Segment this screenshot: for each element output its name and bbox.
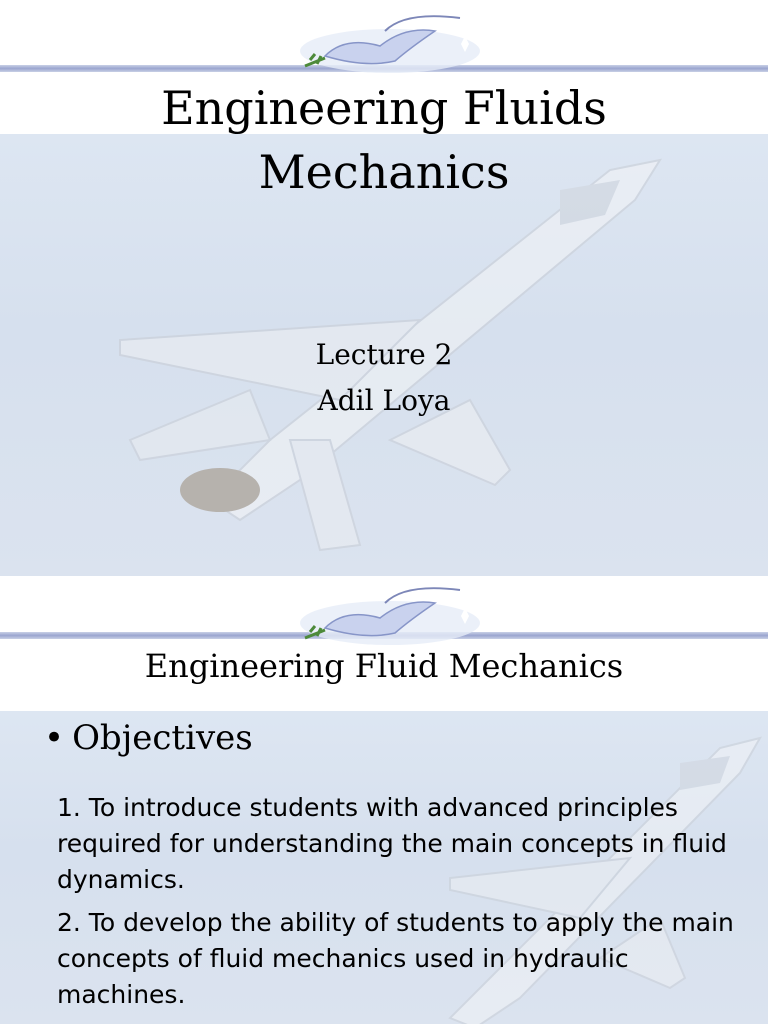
slide-title-heading [0, 76, 768, 204]
author-name: Adil Loya [317, 384, 451, 417]
bullet-label: Objectives [72, 718, 253, 758]
slide-objectives [0, 578, 768, 1024]
lecture-number: Lecture 2 [315, 338, 453, 371]
bullet-dot-icon: • [44, 718, 65, 758]
objective-item: 2. To develop the ability of students to apply the main concepts of fluid mechanics used in hydraulic machines. [57, 908, 734, 1009]
slide-heading: Engineering Fluid Mechanics [144, 647, 624, 685]
dove-logo-icon [285, 6, 495, 81]
dove-logo-icon [285, 578, 495, 653]
title-line-1: Engineering Fluids [161, 81, 607, 135]
bullet-objectives [44, 716, 253, 760]
objective-item: 1. To introduce students with advanced principles required for understanding the main concepts in fluid dynamics. [57, 793, 727, 894]
slide-subtitle [0, 332, 768, 424]
title-line-2: Mechanics [258, 145, 510, 199]
